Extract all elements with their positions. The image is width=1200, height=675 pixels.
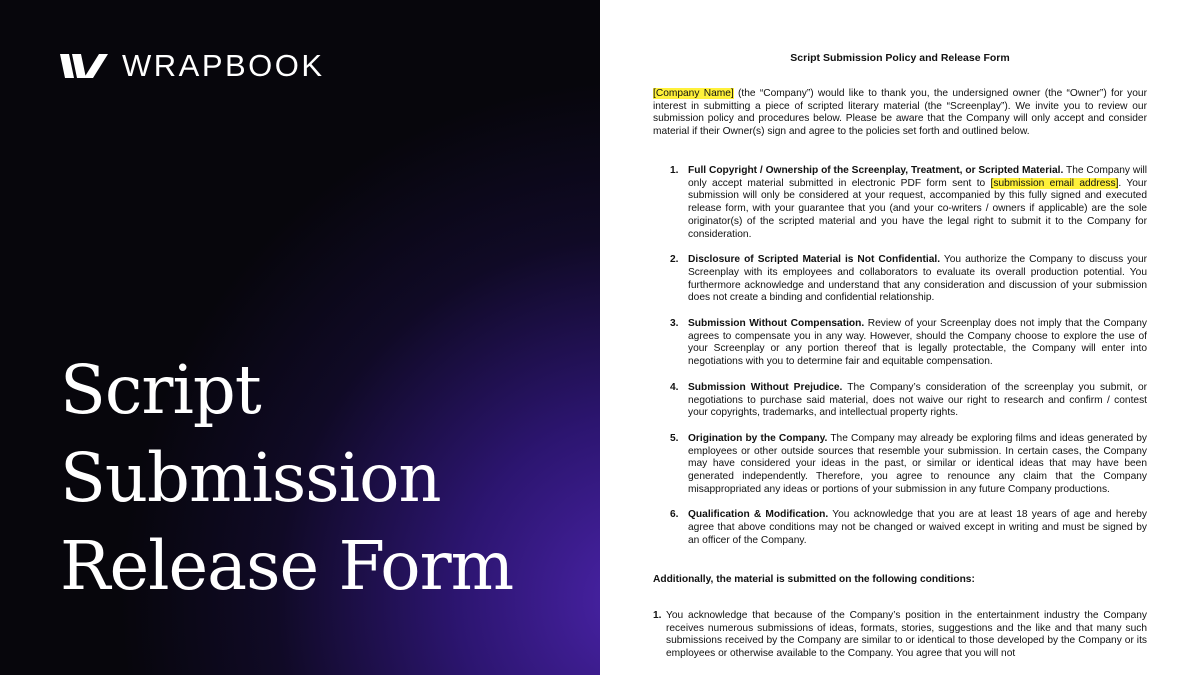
clause-body (688, 382, 1147, 420)
conditions-heading: Additionally, the material is submitted on the following conditions: (653, 574, 975, 585)
clause-number: 1. (670, 165, 679, 176)
brand-logo (60, 50, 325, 82)
clause-item (670, 318, 1147, 369)
headline-line: Script (60, 351, 261, 429)
clause-text: You acknowledge that you are at least 18 years of age and hereby agree that above conditions may not be changed or waived except in writing and must be signed by an officer of the Company. (688, 509, 1147, 546)
clause-number: 2. (670, 254, 679, 266)
document-title: Script Submission Policy and Release Form (790, 52, 1010, 64)
clause-heading: Disclosure of Scripted Material is Not Confidential. (688, 254, 941, 266)
intro-paragraph (653, 88, 1147, 139)
clause-number: 5. (670, 432, 679, 444)
condition-text: You acknowledge that because of the Company’s position in the entertainment industry the Company receives numerous submissions of ideas, formats, stories, suggestions and the like and that many such submissions received by the Company are similar to or identical to those developed by the Company or its employees or otherwise available to the Company. You agree that you will not (666, 610, 1147, 660)
clause-number: 3. (670, 318, 679, 330)
condition-number: 1. (653, 610, 662, 621)
clause-item (670, 165, 1147, 241)
document-preview (600, 0, 1200, 675)
clause-heading: Submission Without Prejudice. (688, 381, 843, 393)
company-name-placeholder: [Company Name] (653, 88, 734, 99)
conditions-list (653, 610, 1147, 661)
clause-text: The Company may already be exploring films and ideas generated by employees or other outside sources that resemble your submission. In certain cases, the Company may have considered your ideas in the past, or similar or identical ideas that may have been generated independently. Therefore, you agree to renounce any claim that the Company misappropriated any ideas or portions of your submission in any future Company productions. (688, 432, 1147, 495)
clause-text: Review of your Screenplay does not imply that the Company agrees to compensate you in any way. However, should the Company choose to explore the use of your Screenplay or any portion thereof that is legally protectable, the Company will enter into negotiations with you to determine fair and equitable compensation. (688, 318, 1147, 368)
clause-heading: Origination by the Company. (688, 432, 828, 444)
page-headline (60, 346, 513, 610)
clause-number: 4. (670, 381, 679, 393)
clause-text: The Company will only accept material submitted in electronic PDF form sent to (688, 165, 1147, 189)
clause-heading: Submission Without Compensation. (688, 318, 865, 330)
clause-text: . Your submission will only be considered at your request, accompanied by this fully signed and executed release form, with your guarantee that you (and your co-writers / owners if applicable) are the sole originator(s) of the scripted material and you have the legal right to submit it to the Company for consideration. (688, 177, 1147, 240)
clause-text: The Company’s consideration of the screenplay you submit, or negotiations to purchase said material, does not waive our right to research and confirm / contest your copyrights, trademarks, and intellectual property rights. (688, 381, 1147, 419)
brand-name: WRAPBOOK (122, 48, 325, 83)
headline-line: Submission (60, 439, 441, 517)
clause-item (670, 509, 1147, 547)
clause-item (670, 382, 1147, 420)
email-placeholder: [submission email address] (990, 177, 1119, 189)
clause-heading: Full Copyright / Ownership of the Screenplay, Treatment, or Scripted Material. (688, 165, 1064, 176)
clause-number: 6. (670, 509, 679, 521)
clause-body (688, 509, 1147, 547)
policy-clauses (670, 165, 1147, 561)
clause-heading: Qualification & Modification. (688, 509, 829, 521)
clause-item (670, 433, 1147, 497)
wrapbook-logo-icon (60, 50, 108, 82)
clause-body (688, 318, 1147, 369)
headline-line: Release Form (60, 527, 514, 605)
clause-body (688, 165, 1147, 241)
clause-text: You authorize the Company to discuss your Screenplay with its employees and collaborators to evaluate its overall production potential. You furthermore acknowledge and understand that any consideration and discussion of your submission does not create a binding and confidential relationship. (688, 254, 1148, 304)
condition-item (653, 610, 1147, 661)
clause-item (670, 254, 1147, 305)
intro-text: (the “Company”) would like to thank you, the undersigned owner (the “Owner”) for your interest in submitting a piece of scripted literary material (the “Screenplay”). We invite you to review our submission policy and procedures below. Please be aware that the Company will only accept and consider material if their Owner(s) sign and agree to the policies set forth and outlined below. (653, 88, 1147, 138)
clause-body (688, 433, 1147, 497)
clause-body (688, 254, 1147, 305)
